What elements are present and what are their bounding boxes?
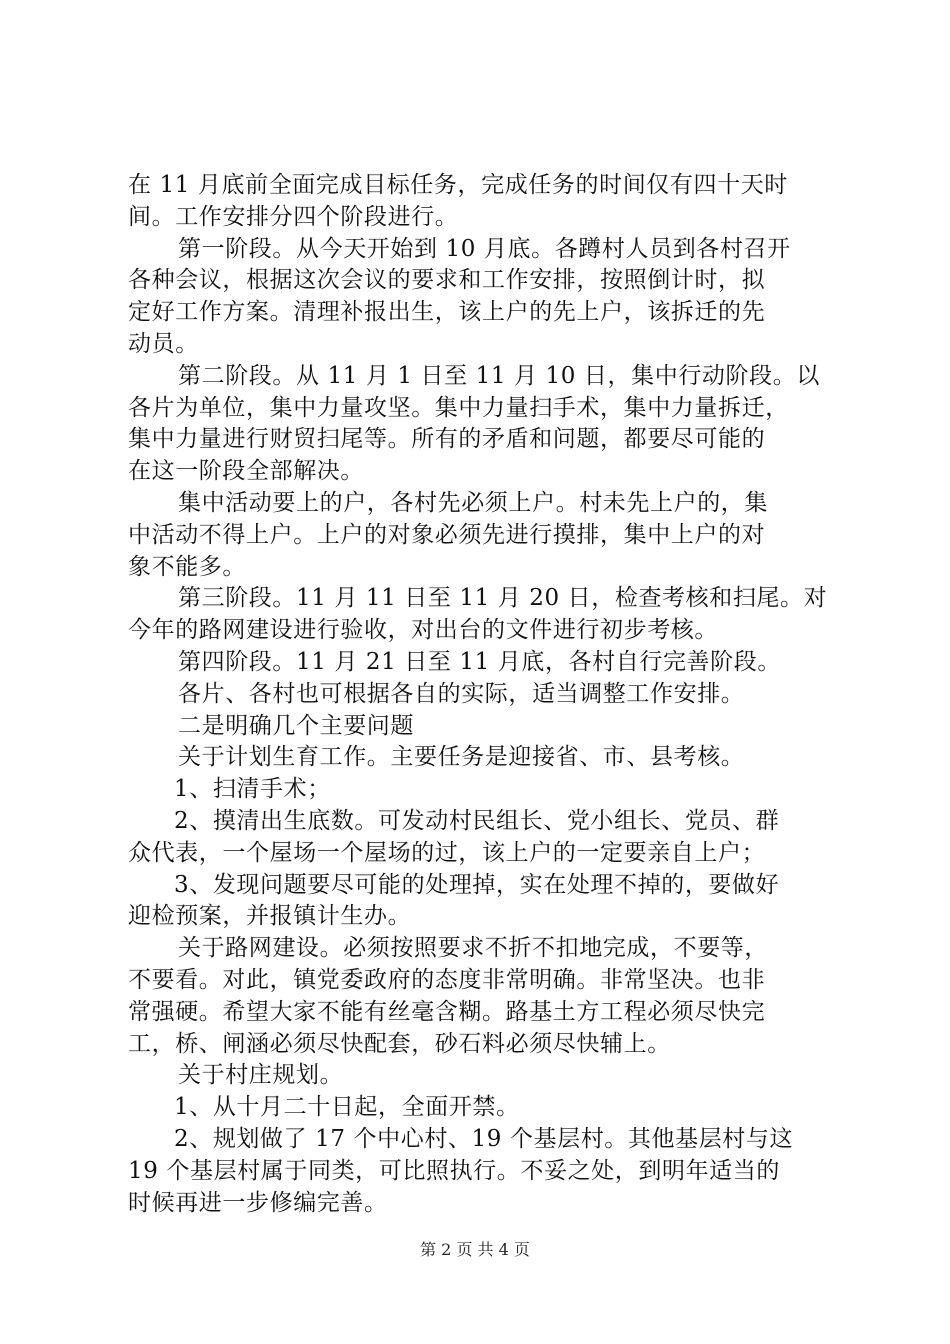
list-item: 1、从十月二十日起，全面开禁。 (174, 1094, 520, 1121)
paragraph-first-line: 关于路网建设。必须按照要求不折不扣地完成，不要等， (178, 935, 768, 962)
body-line: 象不能多。 (128, 553, 246, 580)
paragraph-first-line: 第二阶段。从 11 月 1 日至 11 月 10 日，集中行动阶段。以 (178, 362, 820, 389)
body-line: 中活动不得上户。上户的对象必须先进行摸排，集中上户的对 (128, 521, 766, 548)
body-line: 动员。 (128, 330, 199, 357)
paragraph-first-line: 关于村庄规划。 (178, 1062, 344, 1089)
body-line: 常强硬。希望大家不能有丝毫含糊。路基土方工程必须尽快完 (128, 998, 766, 1025)
body-line: 工，桥、闸涵必须尽快配套，砂石料必须尽快辅上。 (128, 1030, 671, 1057)
body-line: 不要看。对此，镇党委政府的态度非常明确。非常坚决。也非 (128, 966, 766, 993)
list-item: 2、规划做了 17 个中心村、19 个基层村。其他基层村与这 (174, 1125, 794, 1152)
page-footer (0, 1240, 950, 1260)
paragraph-first-line: 集中活动要上的户，各村先必须上户。村未先上户的，集 (178, 489, 768, 516)
paragraph-first-line: 第三阶段。11 月 11 日至 11 月 20 日，检查考核和扫尾。对 (178, 585, 828, 612)
body-line: 各片为单位，集中力量攻坚。集中力量扫手术，集中力量拆迁， (128, 394, 789, 421)
paragraph-first-line: 第一阶段。从今天开始到 10 月底。各蹲村人员到各村召开 (178, 235, 791, 262)
paragraph-first-line: 关于计划生育工作。主要任务是迎接省、市、县考核。 (178, 744, 745, 771)
body-line: 在 11 月底前全面完成目标任务，完成任务的时间仅有四十天时 (128, 172, 788, 198)
paragraph-first-line: 各片、各村也可根据各自的实际，适当调整工作安排。 (178, 680, 745, 707)
list-item: 2、摸清出生底数。可发动村民组长、党小组长、党员、群 (174, 807, 780, 834)
body-line: 集中力量进行财贸扫尾等。所有的矛盾和问题，都要尽可能的 (128, 426, 766, 453)
section-heading: 二是明确几个主要问题 (178, 712, 414, 739)
document-body (128, 170, 830, 1219)
body-line: 迎检预案，并报镇计生办。 (128, 903, 412, 930)
body-line: 时候再进一步修编完善。 (128, 1189, 388, 1216)
list-item: 3、发现问题要尽可能的处理掉，实在处理不掉的，要做好 (174, 871, 780, 898)
body-line: 在这一阶段全部解决。 (128, 458, 364, 485)
body-line: 间。工作安排分四个阶段进行。 (128, 203, 459, 230)
body-line: 今年的路网建设进行验收，对出台的文件进行初步考核。 (128, 617, 718, 644)
list-item: 1、扫清手术； (174, 776, 331, 803)
body-line: 各种会议，根据这次会议的要求和工作安排，按照倒计时，拟 (128, 267, 766, 294)
body-line: 定好工作方案。清理补报出生，该上户的先上户，该拆迁的先 (128, 299, 766, 326)
paragraph-first-line: 第四阶段。11 月 21 日至 11 月底，各村自行完善阶段。 (178, 648, 781, 675)
body-line: 19 个基层村属于同类，可比照执行。不妥之处，到明年适当的 (128, 1157, 780, 1184)
body-line: 众代表，一个屋场一个屋场的过，该上户的一定要亲自上户； (128, 839, 766, 866)
page-number: 第 2 页 共 4 页 (420, 1240, 530, 1259)
